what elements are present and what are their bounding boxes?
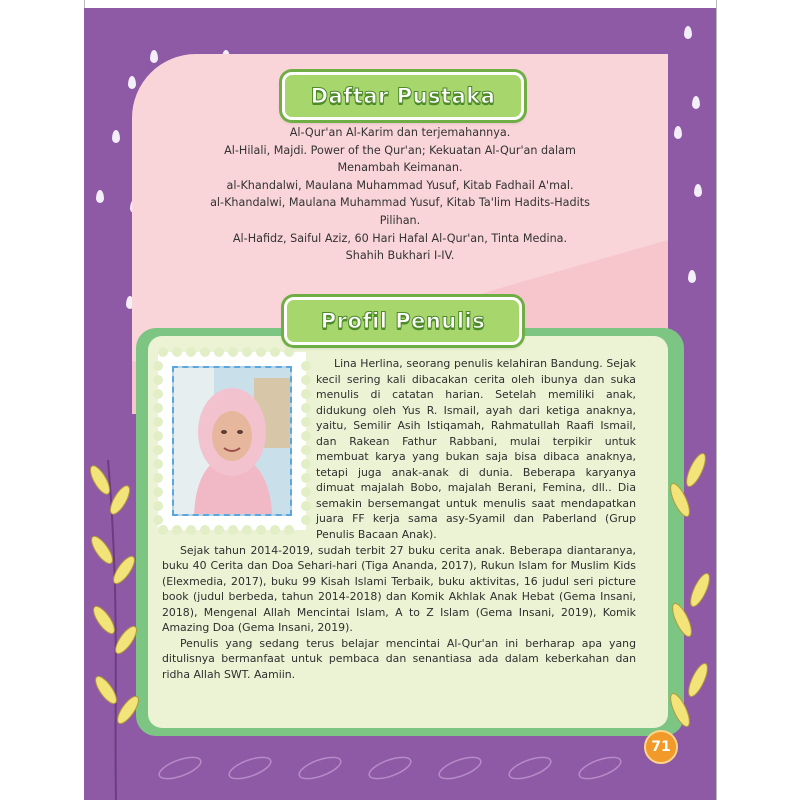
reference-line: al-Khandalwi, Maulana Muhammad Yusuf, Kitab Fadhail A'mal. [226,178,574,192]
profil-penulis-title: Profil Penulis [320,309,486,333]
bio-paragraph: Penulis yang sedang terus belajar mencintai Al-Qur'an ini berharap apa yang ditulisnya bermanfaat untuk pembaca dan senantiasa ada dalam keberkahan dan ridha Allah SWT. Aamiin. [162,636,636,681]
leaf-decoration-left-icon [86,440,146,800]
reference-line: Menambah Keimanan. [337,161,463,175]
reference-line: Al-Hilali, Majdi. Power of the Qur'an; Kekuatan Al-Qur'an dalam [224,143,576,157]
daftar-pustaka-title: Daftar Pustaka [310,84,496,108]
page-number-badge: 71 [644,730,678,764]
reference-line: Al-Hafidz, Saiful Aziz, 60 Hari Hafal Al-Qur'an, Tinta Medina. [232,231,568,245]
bio-paragraph: Lina Herlina, seorang penulis kelahiran Bandung. Sejak kecil sering kali dibacakan cerita oleh ibunya dan suka menulis di catatan harian. Setelah memiliki anak, didukung oleh Yus R. Ismail, ayah dari ketiga anaknya, yaitu, Semilir Asih Istiqamah, Rahmatullah Raafi Ismail, dan Rakean Fathur Rabbani, mulai terpikir untuk membuat karya yang bukan saja bisa dibaca anaknya, tetapi juga anak-anak di dunia. Beberapa karyanya dimuat majalah Bobo, majalah Berani, Femina, dll.. Dia semakin bersemangat untuk menulis saat mendapatkan juara FF kerja sama asy-Syamil dan Paberland (Grup Penulis Bacaan Anak). [316,357,636,542]
daftar-pustaka-banner [282,72,524,120]
bio-paragraph: Sejak tahun 2014-2019, sudah terbit 27 buku cerita anak. Beberapa diantaranya, buku 40 Cerita dan Doa Sehari-hari (Tiga Ananda, 2017), Rukun Islam for Muslim Kids (Elexmedia, 2017), buku 99 Kisah Islami Terbaik, buku aktivitas, 16 judul seri picture book (judul berbeda, tahun 2014-2018) dan Komik Akhlak Anak Hebat (Gema Insani, 2018), Mengenal Allah Mencintai Islam, A to Z Islam (Gema Insani, 2019), Komik Amazing Doa (Gema Insani, 2019). [162,543,636,635]
profil-penulis-banner [284,297,522,345]
reference-line: Shahih Bukhari I-IV. [345,249,455,263]
leaf-border-bottom-icon [150,746,660,790]
page-edge-right [716,0,717,800]
reference-line: Al-Qur'an Al-Karim dan terjemahannya. [289,126,511,139]
reference-list [170,124,630,265]
reference-line: al-Khandalwi, Maulana Muhammad Yusuf, Kitab Ta'lim Hadits-Hadits [210,196,590,210]
author-bio [162,356,636,682]
reference-line: Pilihan. [379,213,421,227]
